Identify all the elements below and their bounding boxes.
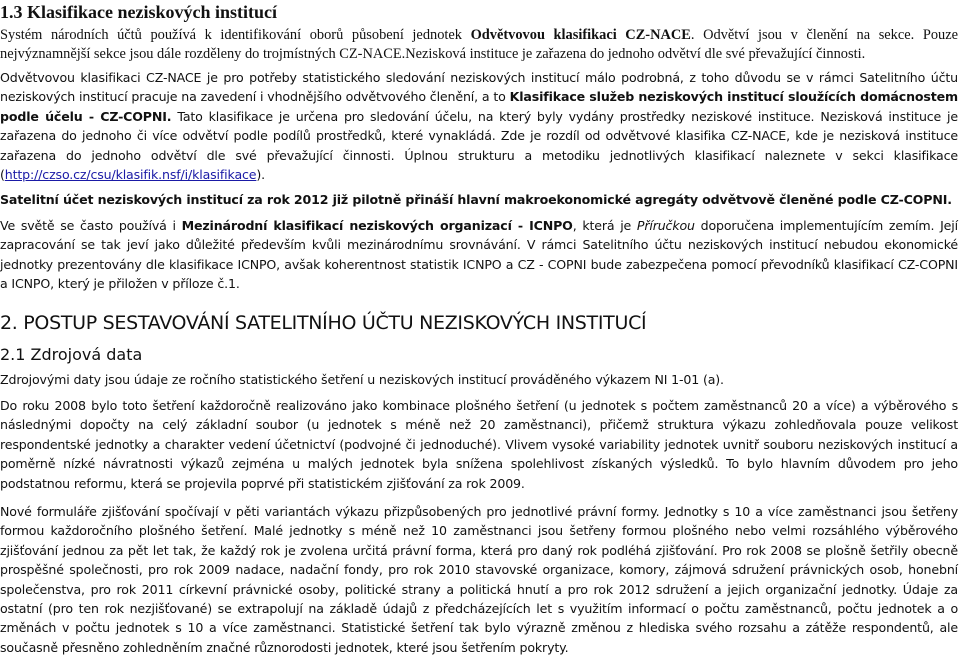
- prirucka-term: Příručkou: [636, 217, 695, 233]
- intro-paragraph: Systém národních účtů používá k identifikování oborů působení jednotek Odvětvovou klasifikaci CZ-NACE. Odvětví jsou v členění na sekce. Pouze nejvýznamnější sekce jsou dále rozděleny do trojmístných CZ-NACE.Nezisková instituce je zařazena do jednoho odvětví dle své převažující činnosti.: [0, 27, 959, 62]
- new-forms-paragraph: Nové formuláře zjišťování spočívají v pěti variantách výkazu přizpůsobených pro jednotlivé právní formy. Jednotky s 10 a více zaměstnanci jsou šetřeny formou každoročního plošného šetření. Malé jednotky s méně než 10 zaměstnanci jsou šetřeny formou plošného nebo velmi rozsáhlého výběrového zjišťování jednou za pět let tak, že každý rok je zvolena určitá právní forma, která pro daný rok podléhá zjišťování. Pro rok 2008 se plošně šetřily obecně prospěšné společnosti, pro rok 2009 nadace, nadační fondy, pro rok 2010 stavovské organizace, komory, zájmová sdružení právnických osob, honební společenstva, pro rok 2011 církevní právnické osoby, politické strany a politická hnutí a pro rok 2012 sdružení a jejich organizační jednotky. Údaje za ostatní (pro ten rok nezjišťované) se extrapolují na základě údajů z předcházejících let s využitím informací o počtu zaměstnanců, počtu jednotek a o změnách v počtu jednotek s 10 a více zaměstnanci. Statistické šetření tak bylo výrazně změnou z hlediska svého rozsahu a zátěže respondentů, ale současně přesněno zohledněním značné různorodosti jednotek, které jsou šetřením pokryty.: [0, 503, 958, 655]
- klasifikace-link[interactable]: http://czso.cz/csu/klasifik.nsf/i/klasifikace: [4, 167, 257, 183]
- nace-paragraph: Odvětvovou klasifikaci CZ-NACE je pro potřeby statistického sledování neziskových institucí málo podrobná, z toho důvodu se v rámci Satelitního účtu neziskových institucí pracuje na zavedení i vhodnějšího odvětvového členění, a to Klasifikace služeb neziskových institucí sloužících domácnostem podle účelu - CZ-COPNI. Tato klasifikace je určena pro sledování účelu, na který byly vydány prostředky neziskové instituce. Nezisková instituce je zařazena do jednoho či více odvětví podle podílů prostředků, které vynakládá. Zde je rozdíl od odvětvové klasifika CZ-NACE, kde je nezisková instituce zařazena do jednoho odvětví dle své převažující činnosti. Úplnou strukturu a metodiku jednotlivých klasifikací naleznete v sekci klasifikace (http://czso.cz/csu/klasifik.nsf/i/klasifikace).: [0, 70, 958, 183]
- chapter-heading: 2. POSTUP SESTAVOVÁNÍ SATELITNÍHO ÚČTU NEZISKOVÝCH INSTITUCÍ: [0, 312, 647, 335]
- section-heading: 1.3 Klasifikace neziskových institucí: [0, 2, 278, 22]
- icnpo-paragraph: Ve světě se často používá i Mezinárodní klasifikací neziskových organizací - ICNPO, která je Příručkou doporučena implementujícím zemím. Její zapracování se tak jeví jako důležité především kvůli mezinárodnímu srovnávání. V rámci Satelitního účtu neziskových institucí nebudou ekonomické jednotky prezentovány dle klasifikace ICNPO, avšak koherentnost statistik ICNPO a CZ - COPNI bude zabezpečena pomocí převodníků klasifikací CZ-COPNI a ICNPO, který je přiložen v příloze č.1.: [0, 217, 958, 292]
- icnpo-term: Mezinárodní klasifikací neziskových organizací - ICNPO: [181, 217, 573, 233]
- nace-term: Odvětvovou klasifikaci CZ-NACE: [470, 27, 691, 43]
- pilot-statement: Satelitní účet neziskových institucí za rok 2012 již pilotně přináší hlavní makroekonomické agregáty odvětvově členěné podle CZ-COPNI.: [0, 192, 952, 208]
- sources-paragraph: Zdrojovými daty jsou údaje ze ročního statistického šetření u neziskových institucí prováděného výkazem NI 1-01 (a).: [0, 372, 724, 388]
- subheading-data-sources: 2.1 Zdrojová data: [0, 345, 143, 365]
- copni-term: Klasifikace služeb neziskových institucí sloužících domácnostem podle účelu - CZ-COPNI.: [0, 89, 958, 124]
- history-paragraph: Do roku 2008 bylo toto šetření každoročně realizováno jako kombinace plošného šetření (u jednotek s počtem zaměstnanců 20 a více) a výběrového s následnými dopočty na celý základní soubor (u jednotek s méně než 20 zaměstnanci), přičemž struktura výkazu zohledňovala pouze velikost respondentské jednotky a charakter vedení účetnictví (podvojné či jednoduché). Vlivem vysoké variability jednotek uvnitř souboru neziskových institucí a poměrně nízké návratnosti výkazů zejména u malých jednotek byla snížena spolehlivost získaných výsledků. To bylo hlavním důvodem pro jeho podstatnou reformu, která se projevila poprvé při statistickém zjišťování za rok 2009.: [0, 397, 958, 491]
